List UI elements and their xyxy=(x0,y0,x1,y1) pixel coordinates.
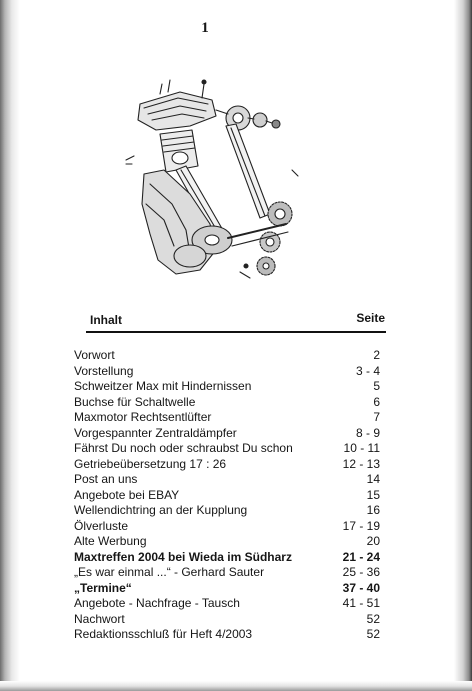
toc-page-heading: Seite xyxy=(356,311,385,325)
toc-entry xyxy=(74,519,386,535)
toc-entry-title: „Termine“ xyxy=(74,580,132,595)
toc-entry-pages: 16 xyxy=(366,503,380,517)
toc-entry xyxy=(74,488,386,504)
toc-entry-title: Alte Werbung xyxy=(74,534,147,548)
toc-entry-pages: 52 xyxy=(366,627,380,641)
toc-entry xyxy=(74,410,386,426)
toc-entry xyxy=(74,503,386,519)
toc-entry-title: Wellendichtring an der Kupplung xyxy=(74,503,248,517)
toc-entry-title: Buchse für Schaltwelle xyxy=(74,394,196,409)
page-number: 1 xyxy=(201,20,209,36)
toc-entry-pages: 52 xyxy=(366,611,380,626)
toc-entry-pages: 25 - 36 xyxy=(342,565,380,579)
page-edge-shadow-right xyxy=(454,0,472,691)
toc-entry xyxy=(74,364,386,380)
toc-entry-pages: 20 xyxy=(366,534,380,548)
toc-entry-title: Angebote bei EBAY xyxy=(74,487,180,502)
toc-entry xyxy=(74,379,386,395)
toc-list xyxy=(74,348,386,643)
toc-entry-pages: 3 - 4 xyxy=(355,363,380,378)
toc-entry-title: Vorstellung xyxy=(74,363,134,378)
toc-entry-title: Schweitzer Max mit Hindernissen xyxy=(74,379,252,393)
page-edge-shadow-bottom xyxy=(0,681,472,691)
toc-entry xyxy=(74,596,386,612)
toc-entry xyxy=(74,441,386,457)
toc-entry-title: Redaktionsschluß für Heft 4/2003 xyxy=(74,627,253,641)
toc-entry xyxy=(74,627,386,643)
toc-entry-pages: 10 - 11 xyxy=(343,441,380,455)
toc-entry xyxy=(74,395,386,411)
toc-entry-pages: 5 xyxy=(373,379,380,393)
toc-entry-pages: 2 xyxy=(373,348,380,362)
toc-entry-pages: 41 - 51 xyxy=(342,596,380,610)
toc-entry-pages: 14 xyxy=(366,472,380,486)
toc-header xyxy=(86,311,386,333)
toc-entry-title: Fährst Du noch oder schraubst Du schon xyxy=(74,441,293,455)
toc-entry xyxy=(74,472,386,488)
toc-entry xyxy=(74,426,386,442)
toc-entry-title: Nachwort xyxy=(74,611,125,626)
toc-entry-title: Maxmotor Rechtsentlüfter xyxy=(74,410,212,424)
toc-entry xyxy=(74,534,386,550)
page-edge-shadow-left xyxy=(0,0,20,691)
toc-entry-pages: 7 xyxy=(373,410,380,424)
toc-entry xyxy=(74,348,386,364)
toc-entry-title: Post an uns xyxy=(74,472,138,486)
toc-entry xyxy=(74,550,386,566)
toc-entry-pages: 12 - 13 xyxy=(342,456,380,471)
toc-entry xyxy=(74,612,386,628)
toc-entry-title: Ölverluste xyxy=(74,518,129,533)
toc-entry-title: Getriebeübersetzung 17 : 26 xyxy=(74,456,227,471)
toc-entry-pages: 6 xyxy=(373,394,380,409)
toc-entry xyxy=(74,565,386,581)
toc-entry-pages: 15 xyxy=(366,487,380,502)
toc-entry-title: Vorwort xyxy=(74,348,115,362)
toc-entry-title: „Es war einmal ...“ - Gerhard Sauter xyxy=(74,565,265,579)
toc-entry-pages: 37 - 40 xyxy=(342,580,380,595)
engine-illustration xyxy=(120,74,300,286)
toc-entry-title: Vorgespannter Zentraldämpfer xyxy=(74,425,237,440)
toc-entry-pages: 21 - 24 xyxy=(342,549,380,564)
toc-entry-pages: 17 - 19 xyxy=(342,518,380,533)
toc-entry xyxy=(74,457,386,473)
toc-entry-title: Angebote - Nachfrage - Tausch xyxy=(74,596,240,610)
toc-entry xyxy=(74,581,386,597)
toc-entry-title: Maxtreffen 2004 bei Wieda im Südharz xyxy=(74,549,292,564)
toc-entry-pages: 8 - 9 xyxy=(355,425,380,440)
toc-heading: Inhalt xyxy=(90,313,122,327)
